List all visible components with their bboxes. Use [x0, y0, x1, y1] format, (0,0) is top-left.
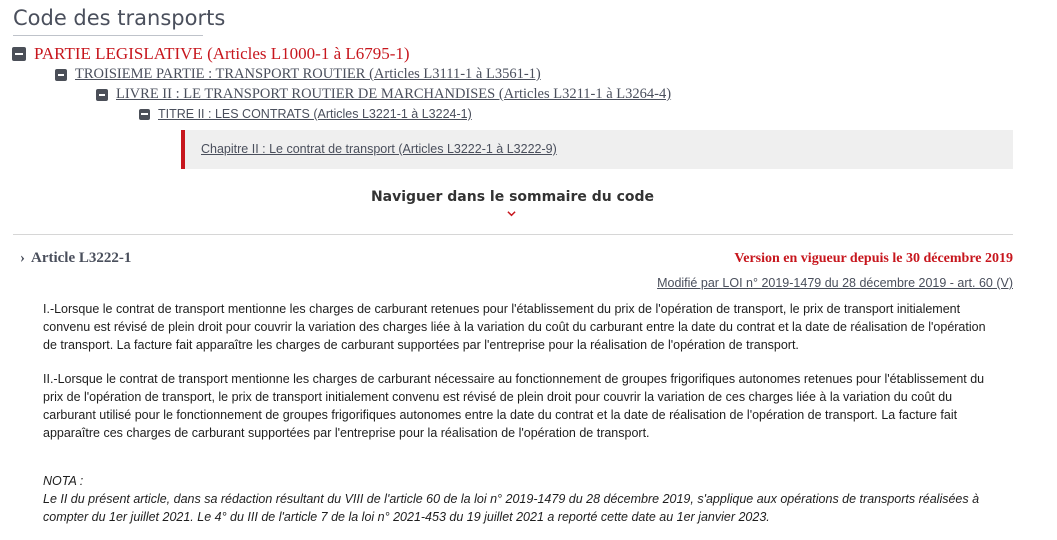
chevron-right-icon[interactable]: ›	[20, 250, 25, 266]
collapse-icon[interactable]	[12, 47, 26, 61]
article-header[interactable]	[20, 250, 131, 267]
collapse-icon[interactable]	[96, 89, 108, 101]
tree-partie-legislative[interactable]	[12, 44, 410, 64]
chapter-link[interactable]: Chapitre II : Le contrat de transport (Articles L3222-1 à L3222-9)	[201, 142, 557, 156]
tree-livre-label[interactable]: LIVRE II : LE TRANSPORT ROUTIER DE MARCHANDISES (Articles L3211-1 à L3264-4)	[116, 86, 672, 102]
divider	[13, 234, 1013, 235]
tree-titre-label[interactable]: TITRE II : LES CONTRATS (Articles L3221-1 à L3224-1)	[158, 107, 472, 121]
current-chapter-box	[181, 130, 1013, 169]
version-status: Version en vigueur depuis le 30 décembre 2019	[734, 251, 1013, 266]
modified-by-link[interactable]: Modifié par LOI n° 2019-1479 du 28 décembre 2019 - art. 60 (V)	[657, 276, 1013, 290]
collapse-icon[interactable]	[139, 109, 150, 120]
nota-label: NOTA :	[43, 474, 84, 488]
tree-titre-ii[interactable]	[139, 107, 472, 121]
title-underline	[13, 35, 203, 36]
article-title: Article L3222-1	[31, 250, 132, 266]
collapse-icon[interactable]	[55, 69, 67, 81]
tree-troisieme-partie[interactable]	[55, 66, 541, 83]
nav-sommaire-button[interactable]: Naviguer dans le sommaire du code	[370, 189, 655, 205]
article-paragraph-1: I.-Lorsque le contrat de transport mentionne les charges de carburant retenues pour l'établissement du prix de l'opération de transport, le prix de transport initialement convenu est révisé de plein droit pour couvrir la variation des charges liée à la variation du coût du carburant entre la date du contrat et la date de réalisation de l'opération de transport. La facture fait apparaître les charges de carburant supportées par l'entreprise pour la réalisation de l'opération de transport.	[43, 302, 986, 352]
page-title: Code des transports	[13, 6, 226, 30]
tree-troisieme-label[interactable]: TROISIEME PARTIE : TRANSPORT ROUTIER (Articles L3111-1 à L3561-1)	[75, 66, 541, 82]
chevron-down-icon[interactable]	[507, 209, 516, 218]
tree-partie-label[interactable]: PARTIE LEGISLATIVE (Articles L1000-1 à L6795-1)	[34, 44, 410, 63]
article-paragraph-2: II.-Lorsque le contrat de transport mentionne les charges de carburant nécessaire au fonctionnement de groupes frigorifiques autonomes retenues pour l'établissement du prix de l'opération de transport, le prix de transport initialement convenu est révisé de plein droit pour couvrir la variation de ces charges liée à la variation du coût du carburant utilisé pour le fonctionnement de groupes frigorifiques autonomes entre la date du contrat et la date de réalisation de l'opération de transport. La facture fait apparaître ces charges de carburant supportées par l'entreprise pour la réalisation de l'opération de transport.	[43, 372, 985, 440]
nota-block	[43, 472, 1001, 526]
nota-text: Le II du présent article, dans sa rédaction résultant du VIII de l'article 60 de la loi n° 2019-1479 du 28 décembre 2019, s'applique aux opérations de transports réalisées à compter du 1er juillet 2021. Le 4° du III de l'article 7 de la loi n° 2021-453 du 19 juillet 2021 a reporté cette date au 1er janvier 2023.	[43, 492, 980, 524]
tree-livre-ii[interactable]	[96, 86, 671, 103]
